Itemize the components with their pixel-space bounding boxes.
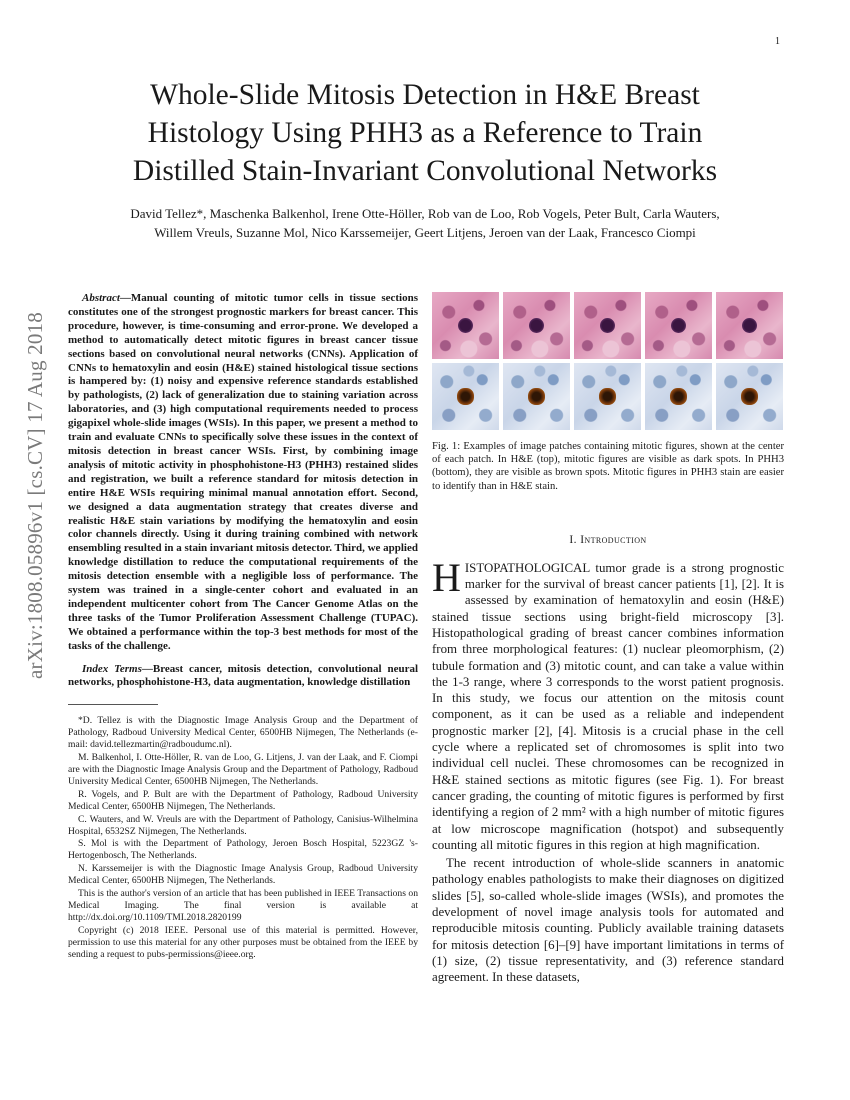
authors-line: David Tellez*, Maschenka Balkenhol, Irene Otte-Höller, Rob van de Loo, Rob Vogels, Peter Bult, Carla Wauters, bbox=[130, 206, 720, 221]
footnote: N. Karssemeijer is with the Diagnostic Image Analysis Group, Radboud University Medical Center, 6500HB Nijmegen, The Netherlands. bbox=[68, 863, 418, 887]
footnote: Copyright (c) 2018 IEEE. Personal use of this material is permitted. However, permission to use this material for any other purposes must be obtained from the IEEE by sending a request to pubs-permissions@ieee.org. bbox=[68, 924, 418, 960]
page-number: 1 bbox=[775, 36, 780, 47]
title-line: Distilled Stain-Invariant Convolutional Networks bbox=[132, 155, 718, 187]
he-patch bbox=[503, 292, 570, 359]
drop-cap: H bbox=[432, 554, 461, 600]
index-terms bbox=[68, 663, 418, 691]
section-title: Introduction bbox=[580, 533, 647, 546]
intro-paragraph bbox=[432, 554, 784, 853]
index-terms-lead: Index Terms bbox=[82, 662, 142, 675]
phh3-patch bbox=[574, 363, 641, 430]
mitotic-figure bbox=[742, 318, 757, 333]
abstract-lead: Abstract bbox=[82, 292, 120, 304]
title-line: Whole-Slide Mitosis Detection in H&E Breast bbox=[150, 79, 700, 111]
author-list bbox=[55, 205, 795, 242]
mitotic-figure bbox=[457, 388, 474, 405]
footnote: C. Wauters, and W. Vreuls are with the Department of Pathology, Canisius-Wilhelmina Hospital, 6532SZ Nijmegen, The Netherlands. bbox=[68, 813, 418, 837]
he-patch bbox=[574, 292, 641, 359]
arxiv-id: arXiv:1808.05896v1 [cs.CV] 17 Aug 2018 bbox=[22, 311, 47, 679]
he-patch bbox=[645, 292, 712, 359]
mitotic-figure bbox=[600, 318, 615, 333]
index-terms-text: —Breast cancer, mitosis detection, convolutional neural networks, phosphohistone-H3, data augmentation, knowledge distillation bbox=[68, 662, 419, 689]
intro-text: tumor grade is a strong prognostic marker for the survival of breast cancer patients [1], [2]. It is assessed by examination of hematoxylin and eosin (H&E) stained tissue sections using bright-field microscopy [3]. Histopathological grading of breast cancer combines information from three morphological features: (1) nuclear pleomorphism, (2) tubule formation and (3) mitotic count, and can take a value within the 1-3 range, where 3 corresponds to the worst patient prognosis. In this study, we focus our attention on the mitosis count component, as it can be used as a reliable and independent prognostic marker [2], [4]. Mitosis is a crucial phase in the cell cycle where a replicated set of chromosomes is split into two individual cell nuclei. These chromosomes can be recognized in H&E stained sections as mitotic figures (see Fig. 1). For breast cancer grading, the counting of mitotic figures is performed by first identifying a region of 2 mm² with a high number of mitotic figures at low microscope magnification (hotspot) and subsequently counting all mitotic figures in this region at high magnification. bbox=[432, 560, 784, 852]
left-column bbox=[68, 292, 418, 962]
right-column bbox=[432, 292, 784, 986]
mitotic-figure bbox=[599, 388, 616, 405]
footnote: S. Mol is with the Department of Pathology, Jeroen Bosch Hospital, 5223GZ 's-Hertogenbosch, The Netherlands. bbox=[68, 838, 418, 862]
title-line: Histology Using PHH3 as a Reference to Train bbox=[147, 117, 703, 149]
phh3-patch bbox=[645, 363, 712, 430]
mitotic-figure bbox=[741, 388, 758, 405]
mitotic-figure bbox=[670, 388, 687, 405]
figure-caption: Fig. 1: Examples of image patches containing mitotic figures, shown at the center of each patch. In H&E (top), mitotic figures are visible as dark spots. In PHH3 (bottom), they are visible as brown spots. Mitotic figures in PHH3 stain are easier to identify than in H&E stain. bbox=[432, 441, 784, 492]
mitotic-figure bbox=[529, 318, 544, 333]
footnote: *D. Tellez is with the Diagnostic Image Analysis Group and the Department of Pathology, Radboud University Medical Center, 6500HB Nijmegen, The Netherlands (e-mail: david.tellezmartin@radboudumc.nl). bbox=[68, 715, 418, 751]
authors-line: Willem Vreuls, Suzanne Mol, Nico Karssemeijer, Geert Litjens, Jeroen van der Laak, Francesco Ciompi bbox=[154, 224, 696, 240]
mitotic-figure bbox=[528, 388, 545, 405]
phh3-patch bbox=[432, 363, 499, 430]
figure-1 bbox=[432, 292, 784, 432]
paper-title bbox=[60, 76, 790, 190]
footnote: This is the author's version of an article that has been published in IEEE Transactions on Medical Imaging. The final version is available at http://dx.doi.org/10.1109/TMI.2018.2820199 bbox=[68, 888, 418, 923]
he-patch bbox=[432, 292, 499, 359]
patch-grid bbox=[432, 292, 784, 430]
section-number: I. bbox=[569, 533, 577, 546]
mitotic-figure bbox=[671, 318, 686, 333]
phh3-patch bbox=[716, 363, 783, 430]
mitotic-figure bbox=[458, 318, 473, 333]
phh3-patch bbox=[503, 363, 570, 430]
he-patch bbox=[716, 292, 783, 359]
abstract-text: —Manual counting of mitotic tumor cells in tissue sections constitutes one of the strongest prognostic markers for breast cancer. This procedure, however, is time-consuming and error-prone. We developed a method to automatically detect mitotic figures in breast cancer tissue sections based on convolutional neural networks (CNNs). Application of CNNs to hematoxylin and eosin (H&E) stained histological tissue sections is hampered by: (1) noisy and expensive reference standards established by pathologists, (2) lack of generalization due to staining variation across laboratories, and (3) high computational requirements needed to process gigapixel whole-slide images (WSIs). In this paper, we present a method to train and evaluate CNNs to specifically solve these issues in the context of mitosis detection in breast cancer WSIs. First, by combining image analysis of mitotic activity in phosphohistone-H3 (PHH3) restained slides and registration, we built a reference standard for mitosis detection in entire H&E WSIs requiring minimal manual annotation effort. Second, we designed a data augmentation strategy that creates diverse and realistic H&E stain variations by modifying the hematoxylin and eosin color channels directly. Using it during training combined with network ensembling resulted in a stain invariant mitosis detector. Third, we applied knowledge distillation to reduce the computational requirements of the mitosis detection ensemble with a negligible loss of performance. The system was trained in a single-center cohort and evaluated in an independent multicenter cohort from The Cancer Genome Atlas on the three tasks of the Tumor Proliferation Assessment Challenge (TUPAC). We obtained a performance within the top-3 best methods for most of the tasks of the challenge. bbox=[68, 292, 418, 652]
footnote: R. Vogels, and P. Bult are with the Department of Pathology, Radboud University Medical Center, 6500HB Nijmegen, The Netherlands. bbox=[68, 788, 418, 812]
abstract bbox=[68, 292, 418, 654]
arxiv-watermark bbox=[20, 290, 50, 700]
section-heading bbox=[432, 534, 784, 546]
intro-first-word: ISTOPATHOLOGICAL bbox=[464, 560, 590, 575]
footnote: M. Balkenhol, I. Otte-Höller, R. van de Loo, G. Litjens, J. van der Laak, and F. Ciompi are with the Diagnostic Image Analysis Group and the Department of Pathology, Radboud University Medical Center, 6500HB Nijmegen, The Netherlands. bbox=[68, 752, 418, 787]
intro-paragraph-2: The recent introduction of whole-slide scanners in anatomic pathology enables pathologists to make their diagnoses on digitized slides [5], so-called whole-slide images (WSIs), and promotes the development of novel image analysis tools for automated and reproducible mitosis counting. Publicly available training datasets for mitosis detection [6]–[9] have important limitations in terms of (1) size, (2) tissue representativity, and (3) reference standard agreement. In these datasets, bbox=[432, 856, 784, 985]
footnote-rule bbox=[68, 704, 158, 705]
